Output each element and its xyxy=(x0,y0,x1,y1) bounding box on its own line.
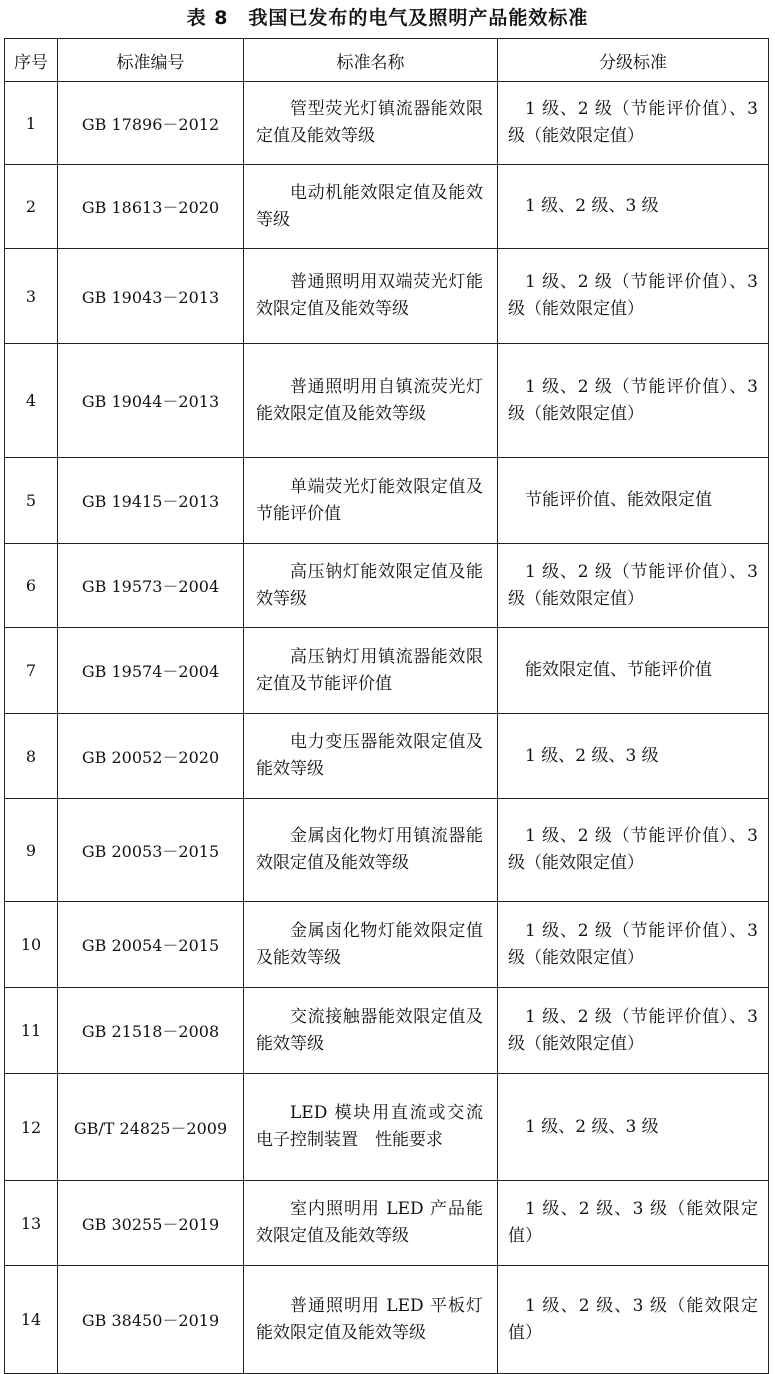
row-code: GB 17896－2012 xyxy=(58,82,244,165)
header-code: 标准编号 xyxy=(58,39,244,82)
row-level: 节能评价值、能效限定值 xyxy=(498,458,769,544)
row-name: 高压钠灯能效限定值及能效等级 xyxy=(244,544,498,628)
row-no: 10 xyxy=(5,902,58,988)
row-no: 1 xyxy=(5,82,58,165)
table-title: 表 8 我国已发布的电气及照明产品能效标准 xyxy=(186,7,589,29)
row-code: GB 19573－2004 xyxy=(58,544,244,628)
table-row xyxy=(5,249,769,344)
row-code: GB 30255－2019 xyxy=(58,1181,244,1266)
table-row xyxy=(5,988,769,1074)
row-no: 12 xyxy=(5,1074,58,1181)
row-code: GB 19415－2013 xyxy=(58,458,244,544)
row-level: 能效限定值、节能评价值 xyxy=(498,628,769,714)
row-name: 金属卤化物灯能效限定值及能效等级 xyxy=(244,902,498,988)
row-no: 7 xyxy=(5,628,58,714)
table-row xyxy=(5,628,769,714)
row-name: 高压钠灯用镇流器能效限定值及节能评价值 xyxy=(244,628,498,714)
row-level: 1 级、2 级、3 级 xyxy=(498,1074,769,1181)
table-header-row xyxy=(5,39,769,82)
row-level: 1 级、2 级、3 级（能效限定值） xyxy=(498,1266,769,1374)
row-name: 普通照明用 LED 平板灯能效限定值及能效等级 xyxy=(244,1266,498,1374)
row-code: GB 18613－2020 xyxy=(58,165,244,249)
row-no: 5 xyxy=(5,458,58,544)
row-name: 电动机能效限定值及能效等级 xyxy=(244,165,498,249)
row-name: LED 模块用直流或交流电子控制装置 性能要求 xyxy=(244,1074,498,1181)
row-no: 11 xyxy=(5,988,58,1074)
row-name: 普通照明用自镇流荧光灯能效限定值及能效等级 xyxy=(244,344,498,458)
row-code: GB 20053－2015 xyxy=(58,799,244,902)
standards-table xyxy=(4,38,769,1374)
row-name: 交流接触器能效限定值及能效等级 xyxy=(244,988,498,1074)
row-no: 8 xyxy=(5,714,58,799)
row-no: 9 xyxy=(5,799,58,902)
row-code: GB 38450－2019 xyxy=(58,1266,244,1374)
row-code: GB 19044－2013 xyxy=(58,344,244,458)
row-code: GB/T 24825－2009 xyxy=(58,1074,244,1181)
table-row xyxy=(5,714,769,799)
row-level: 1 级、2 级、3 级 xyxy=(498,714,769,799)
row-name: 室内照明用 LED 产品能效限定值及能效等级 xyxy=(244,1181,498,1266)
row-no: 3 xyxy=(5,249,58,344)
row-code: GB 20052－2020 xyxy=(58,714,244,799)
table-row xyxy=(5,1266,769,1374)
row-level: 1 级、2 级（节能评价值）、3 级（能效限定值） xyxy=(498,249,769,344)
row-level: 1 级、2 级（节能评价值）、3 级（能效限定值） xyxy=(498,902,769,988)
row-no: 13 xyxy=(5,1181,58,1266)
table-row xyxy=(5,165,769,249)
row-no: 14 xyxy=(5,1266,58,1374)
row-level: 1 级、2 级、3 级（能效限定值） xyxy=(498,1181,769,1266)
table-row xyxy=(5,544,769,628)
row-no: 2 xyxy=(5,165,58,249)
row-level: 1 级、2 级（节能评价值）、3 级（能效限定值） xyxy=(498,544,769,628)
row-code: GB 20054－2015 xyxy=(58,902,244,988)
row-no: 6 xyxy=(5,544,58,628)
table-row xyxy=(5,1074,769,1181)
header-level: 分级标准 xyxy=(498,39,769,82)
table-row xyxy=(5,344,769,458)
row-no: 4 xyxy=(5,344,58,458)
table-row xyxy=(5,902,769,988)
row-level: 1 级、2 级（节能评价值）、3 级（能效限定值） xyxy=(498,799,769,902)
row-name: 电力变压器能效限定值及能效等级 xyxy=(244,714,498,799)
header-name: 标准名称 xyxy=(244,39,498,82)
table-row xyxy=(5,458,769,544)
row-name: 金属卤化物灯用镇流器能效限定值及能效等级 xyxy=(244,799,498,902)
row-name: 单端荧光灯能效限定值及节能评价值 xyxy=(244,458,498,544)
row-level: 1 级、2 级（节能评价值）、3 级（能效限定值） xyxy=(498,988,769,1074)
row-code: GB 19043－2013 xyxy=(58,249,244,344)
row-level: 1 级、2 级、3 级 xyxy=(498,165,769,249)
table-row xyxy=(5,82,769,165)
row-code: GB 21518－2008 xyxy=(58,988,244,1074)
row-level: 1 级、2 级（节能评价值）、3 级（能效限定值） xyxy=(498,82,769,165)
table-row xyxy=(5,1181,769,1266)
row-level: 1 级、2 级（节能评价值）、3 级（能效限定值） xyxy=(498,344,769,458)
header-no: 序号 xyxy=(5,39,58,82)
row-name: 管型荧光灯镇流器能效限定值及能效等级 xyxy=(244,82,498,165)
row-name: 普通照明用双端荧光灯能效限定值及能效等级 xyxy=(244,249,498,344)
row-code: GB 19574－2004 xyxy=(58,628,244,714)
table-row xyxy=(5,799,769,902)
